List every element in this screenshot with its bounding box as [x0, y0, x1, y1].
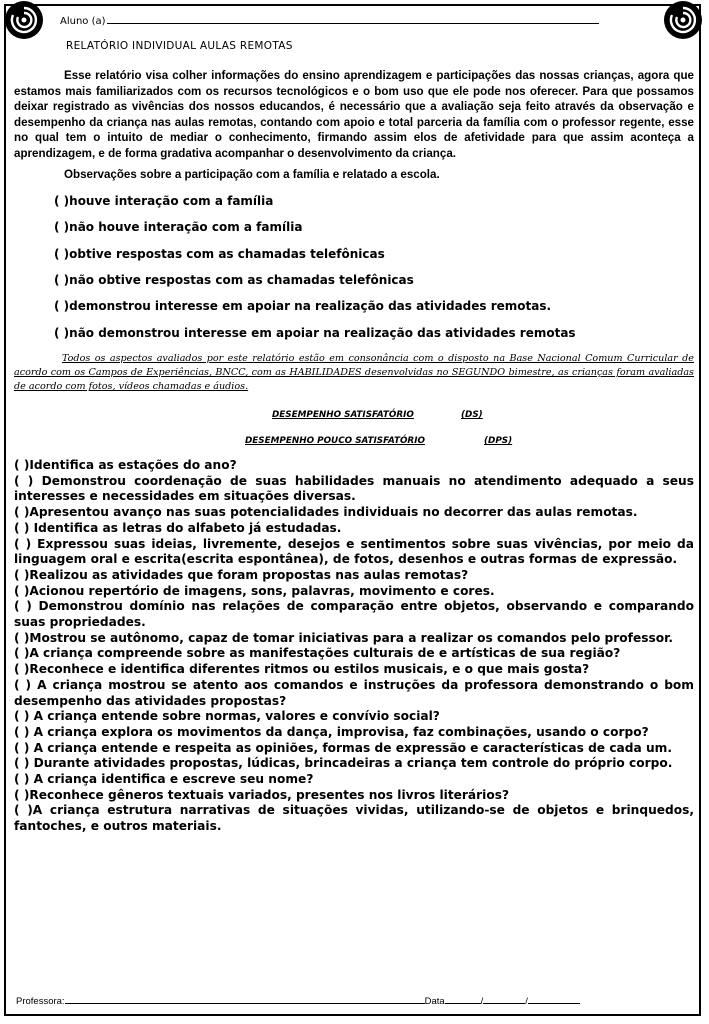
legend-label: DESEMPENHO POUCO SATISFATÓRIO: [245, 436, 425, 446]
evaluation-item[interactable]: ( )A criança compreende sobre as manifestações culturais de e artísticas de sua região?: [14, 646, 621, 661]
page-title: RELATÓRIO INDIVIDUAL AULAS REMOTAS: [66, 40, 293, 52]
evaluation-item[interactable]: ( )Mostrou se autônomo, capaz de tomar iniciativas para a realizar os comandos pelo professor.: [14, 630, 674, 645]
observation-option[interactable]: ( )não houve interação com a família: [54, 220, 303, 234]
bncc-note: Todos os aspectos avaliados por este relatório estão em consonância com o disposto na Base Nacional Comum Curricular de acordo com os Campos de Experiências, BNCC, com as HABILIDADES desenvolvidas no SEGUNDO bimestre, as crianças foram avaliadas de acordo com fotos, vídeos chamadas e áudios.: [14, 353, 694, 393]
observation-option[interactable]: ( )obtive respostas com as chamadas telefônicas: [54, 247, 385, 261]
evaluation-item[interactable]: ( ) Demonstrou coordenação de suas habilidades manuais no atendimento adequado a seus interesses e necessidades em situações diversas.: [14, 473, 694, 504]
teacher-name-line[interactable]: [65, 994, 425, 1004]
spiral-ornament-icon: [663, 0, 703, 40]
date-month-line[interactable]: [483, 994, 525, 1004]
evaluation-item[interactable]: ( )Identifica as estações do ano?: [14, 458, 237, 472]
evaluation-item[interactable]: ( )Realizou as atividades que foram propostas nas aulas remotas?: [14, 567, 469, 582]
date-year-line[interactable]: [528, 994, 580, 1004]
spiral-ornament-icon: [4, 0, 44, 40]
student-name-field[interactable]: [60, 14, 599, 27]
evaluation-item[interactable]: ( ) A criança entende sobre normas, valores e convívio social?: [14, 709, 440, 724]
evaluation-item[interactable]: ( ) Demonstrou domínio nas relações de comparação entre objetos, observando e comparando suas propriedades.: [14, 599, 694, 630]
student-name-line[interactable]: [107, 14, 599, 24]
date-label: Data: [424, 996, 445, 1007]
date-day-line[interactable]: [445, 994, 481, 1004]
evaluation-item[interactable]: ( ) Identifica as letras do alfabeto já estudadas.: [14, 520, 342, 535]
evaluation-item[interactable]: ( ) Durante atividades propostas, lúdicas, brincadeiras a criança tem controle do próprio corpo.: [14, 756, 673, 771]
evaluation-item[interactable]: ( )Acionou repertório de imagens, sons, palavras, movimento e cores.: [14, 583, 495, 598]
date-separator: /: [525, 996, 528, 1007]
legend-abbr: (DS): [461, 410, 483, 420]
evaluation-item[interactable]: ( ) A criança entende e respeita as opiniões, formas de expressão e características de cada um.: [14, 740, 672, 755]
evaluation-item[interactable]: ( ) A criança mostrou se atento aos comandos e instruções da professora demonstrando o bom desempenho das atividades propostas?: [14, 677, 694, 708]
footer: [16, 994, 580, 1007]
evaluation-item[interactable]: ( )A criança estrutura narrativas de situações vividas, utilizando-se de objetos e brinquedos, fantoches, e outros materiais.: [14, 803, 694, 834]
teacher-label: Professora:: [16, 996, 65, 1007]
evaluation-item[interactable]: ( ) A criança identifica e escreve seu nome?: [14, 772, 314, 787]
observations-title: Observações sobre a participação com a família e relatado a escola.: [64, 168, 440, 181]
evaluation-item[interactable]: ( ) A criança explora os movimentos da dança, improvisa, faz combinações, usando o corpo?: [14, 724, 649, 739]
intro-paragraph: Esse relatório visa colher informações do ensino aprendizagem e participações das nossas crianças, agora que estamos mais familiarizados com os recursos tecnológicos e o bom uso que ele pode nos oferecer. Para que possamos deixar registrado as vivências dos nossos educandos, é necessário que a avaliação seja feito através da observação e desempenho da criança nas aulas remotas, contando com apoio e total parceria da família com o professor regente, esse no qual tem o intuito de mediar o conhecimento, firmando assim elos de afetividade para que assim aconteça a aprendizagem, e de forma gradativa acompanhar o desenvolvimento da criança.: [14, 69, 694, 160]
evaluation-list: [14, 458, 694, 835]
evaluation-item[interactable]: ( ) Expressou suas ideias, livremente, desejos e sentimentos sobre suas vivências, por meio da linguagem oral e escrita(escrita espontânea), de fotos, desenhos e outras formas de expressão.: [14, 536, 694, 567]
observation-option[interactable]: ( )demonstrou interesse em apoiar na realização das atividades remotas.: [54, 299, 552, 313]
observation-option[interactable]: ( )não obtive respostas com as chamadas telefônicas: [54, 273, 414, 287]
evaluation-item[interactable]: ( )Apresentou avanço nas suas potencialidades individuais no decorrer das aulas remotas.: [14, 505, 638, 520]
evaluation-item[interactable]: ( )Reconhece gêneros textuais variados, presentes nos livros literários?: [14, 787, 510, 802]
observation-option[interactable]: ( )não demonstrou interesse em apoiar na realização das atividades remotas: [54, 326, 576, 340]
date-separator: /: [480, 996, 484, 1007]
legend-label: DESEMPENHO SATISFATÓRIO: [272, 410, 414, 420]
observation-option[interactable]: ( )houve interação com a família: [54, 194, 274, 208]
legend-abbr: (DPS): [484, 436, 513, 446]
student-label: Aluno (a): [60, 16, 106, 27]
evaluation-item[interactable]: ( )Reconhece e identifica diferentes ritmos ou estilos musicais, e o que mais gosta?: [14, 662, 590, 677]
